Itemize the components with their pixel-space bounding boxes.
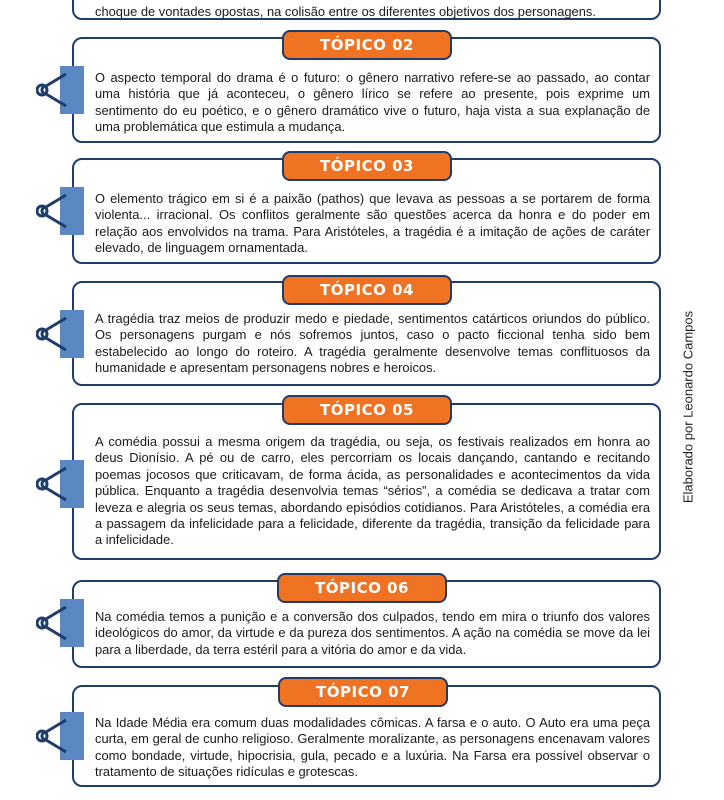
binder-clip-icon (36, 185, 86, 237)
binder-clip-icon (36, 710, 86, 762)
previous-topic-card (72, 0, 661, 20)
binder-clip-icon (36, 64, 86, 116)
topic-title-badge: TÓPICO 05 (282, 395, 452, 425)
topic-title-badge: TÓPICO 04 (282, 275, 452, 305)
binder-clip-icon (36, 308, 86, 360)
topic-title-badge: TÓPICO 06 (277, 573, 447, 603)
topic-text: Na Idade Média era comum duas modalidades cômicas. A farsa e o auto. O Auto era uma peça curta, em geral de cunho religioso. Geralmente moralizante, as personagens encenavam valores como bondade, virtude, hipocrisia, gula, pecado e a luxúria. Na Farsa era possível observar o tratamento de situações ridículas e grotescas. (95, 715, 650, 780)
topic-text: Na comédia temos a punição e a conversão dos culpados, tendo em mira o triunfo dos valores ideológicos do amor, da virtude e da pureza dos sentimentos. A ação na comédia se move da lei para a liberdade, da terra estéril para a vitória do amor e da vida. (95, 609, 650, 657)
topic-text: A comédia possui a mesma origem da tragédia, ou seja, os festivais realizados em honra ao deus Dionísio. A pé ou de carro, eles percorriam os locais dançando, cantando e recitando poemas jocosos que criticavam, de forma ácida, as personalidades e acontecimentos da vida pública. Enquanto a tragédia desenvolvia temas “sérios”, a comédia se dedicava a tratar com leveza e alegria os seus temas, abordando episódios cotidianos. Para Aristóteles, a comédia era a passagem da infelicidade para a felicidade, diferente da tragédia, transição da felicidade para a infelicidade. (95, 434, 650, 548)
topic-title-badge: TÓPICO 02 (282, 30, 452, 60)
topic-title-badge: TÓPICO 03 (282, 151, 452, 181)
topic-card-05 (72, 403, 661, 560)
author-credit: Elaborado por Leonardo Campos (680, 310, 696, 504)
topic-title-badge: TÓPICO 07 (278, 677, 448, 707)
topic-text: O aspecto temporal do drama é o futuro: o gênero narrativo refere-se ao passado, ao contar uma história que já aconteceu, o gênero lírico se refere ao presente, pois exprime um sentimento do eu poético, e o gênero dramático vive o futuro, haja vista a sua explanação de uma problemática que estimula a mudança. (95, 70, 650, 135)
binder-clip-icon (36, 458, 86, 510)
topic-text: O elemento trágico em si é a paixão (pathos) que levava as pessoas a se portarem de forma violenta... irracional. Os conflitos geralmente são questões acerca da honra e do poder em relação aos envolvidos na trama. Para Aristóteles, a tragédia é a imitação de ações de caráter elevado, de linguagem ornamentada. (95, 191, 650, 256)
binder-clip-icon (36, 597, 86, 649)
topic-text: A tragédia traz meios de produzir medo e piedade, sentimentos catárticos oriundos do público. Os personagens purgam e nós sofremos juntos, caso o pacto ficcional tenha sido bem estabelecido ao longo do roteiro. A tragédia geralmente desenvolve temas conflituosos da humanidade e apresentam personagens nobres e heroicos. (95, 311, 650, 376)
previous-topic-text: choque de vontades opostas, na colisão entre os diferentes objetivos dos personagens. (95, 4, 596, 19)
